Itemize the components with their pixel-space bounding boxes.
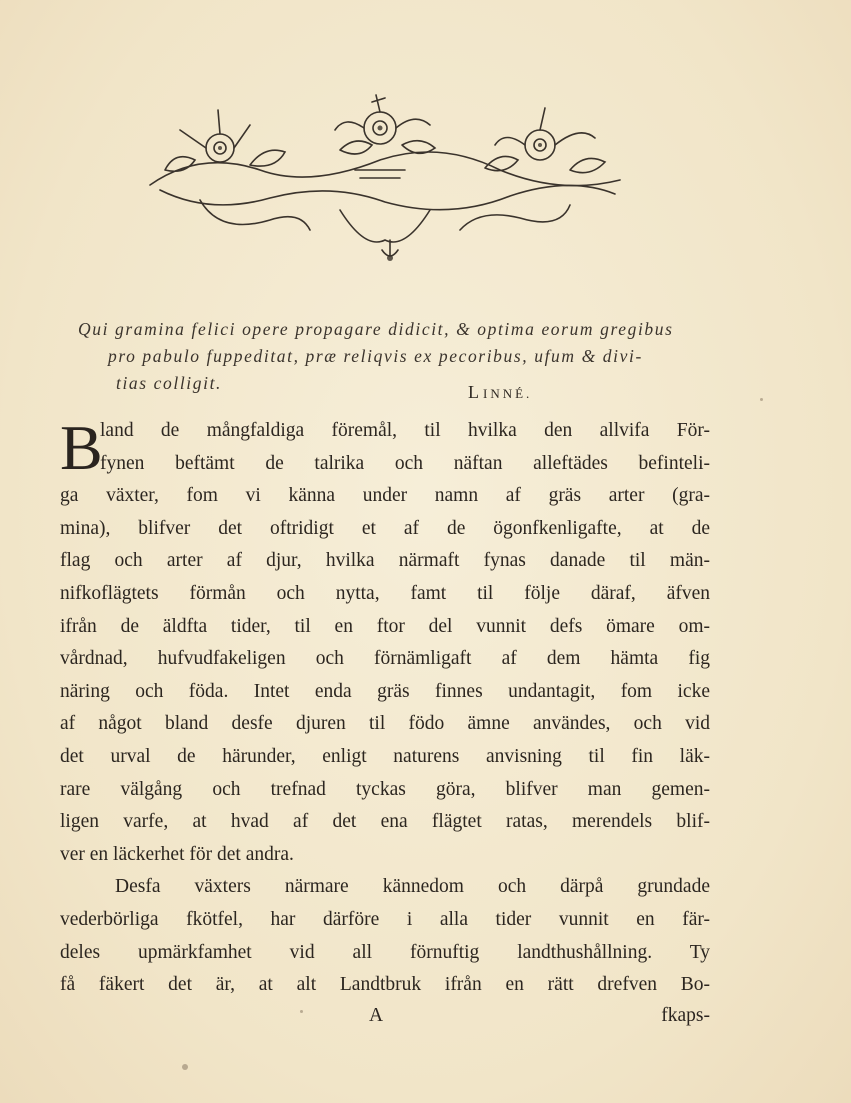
text-line: ver en läckerhet för det andra. — [60, 843, 294, 865]
ink-speck — [760, 398, 763, 401]
text-line: fynen beftämt de talrika och näftan alleftädes befinteli- — [100, 452, 710, 474]
ink-speck — [182, 1064, 188, 1070]
attribution-initial: L — [468, 382, 483, 402]
latin-epigraph — [78, 316, 718, 397]
text-line: vårdnad, hufvudfakeligen och förnämligaft af dem hämta fig — [60, 648, 710, 670]
attribution-rest: INNÉ. — [483, 386, 533, 401]
page-footer — [60, 1005, 710, 1039]
text-line: vederbörliga fkötfel, har därföre i alla tider vunnit en fär- — [60, 908, 710, 930]
text-line: ifrån de äldfta tider, til en ftor del vunnit defs ömare om- — [60, 615, 710, 637]
text-line: rare välgång och trefnad tyckas göra, blifver man gemen- — [60, 778, 710, 800]
epigraph-line: Qui gramina felici opere propagare didicit, & optima eorum gregibus — [78, 319, 674, 339]
body-text — [60, 412, 710, 1002]
ink-speck — [300, 1010, 303, 1013]
text-line: ligen varfe, at hvad af det ena flägtet ratas, merendels blif- — [60, 811, 710, 833]
text-line: näring och föda. Intet enda gräs finnes undantagit, fom icke — [60, 680, 710, 702]
epigraph-line: tias colligit. — [116, 373, 223, 393]
text-line: af något bland desfe djuren til födo ämne användes, och vid — [60, 713, 710, 735]
epigraph-line: pro pabulo fuppeditat, præ reliqvis ex pecoribus, ufum & divi- — [108, 346, 643, 366]
text-line: ga växter, fom vi känna under namn af gräs arter (gra- — [60, 485, 710, 507]
signature-mark: A — [369, 1005, 384, 1026]
text-line: land de mångfaldiga föremål, til hvilka den allvifa För- — [100, 420, 710, 441]
text-line: flag och arter af djur, hvilka närmaft fynas danade til män- — [60, 550, 710, 572]
text-line: deles upmärkfamhet vid all förnuftig landthushållning. Ty — [60, 941, 710, 963]
drop-cap: B — [60, 412, 103, 483]
epigraph-attribution — [468, 382, 532, 403]
text-line: mina), blifver det oftridigt et af de ögonfkenligafte, at de — [60, 517, 710, 539]
text-line: få fäkert det är, at alt Landtbruk ifrån en rätt drefven Bo- — [60, 974, 710, 996]
floral-ornament-headpiece — [140, 90, 630, 270]
catchword: fkaps- — [661, 1005, 710, 1026]
text-line: det urval de härunder, enligt naturens anvisning til fin läk- — [60, 745, 710, 767]
text-line: nifkoflägtets förmån och nytta, famt til följe däraf, äfven — [60, 582, 710, 604]
text-line: Desfa växters närmare kännedom och därpå grundade — [115, 876, 710, 898]
